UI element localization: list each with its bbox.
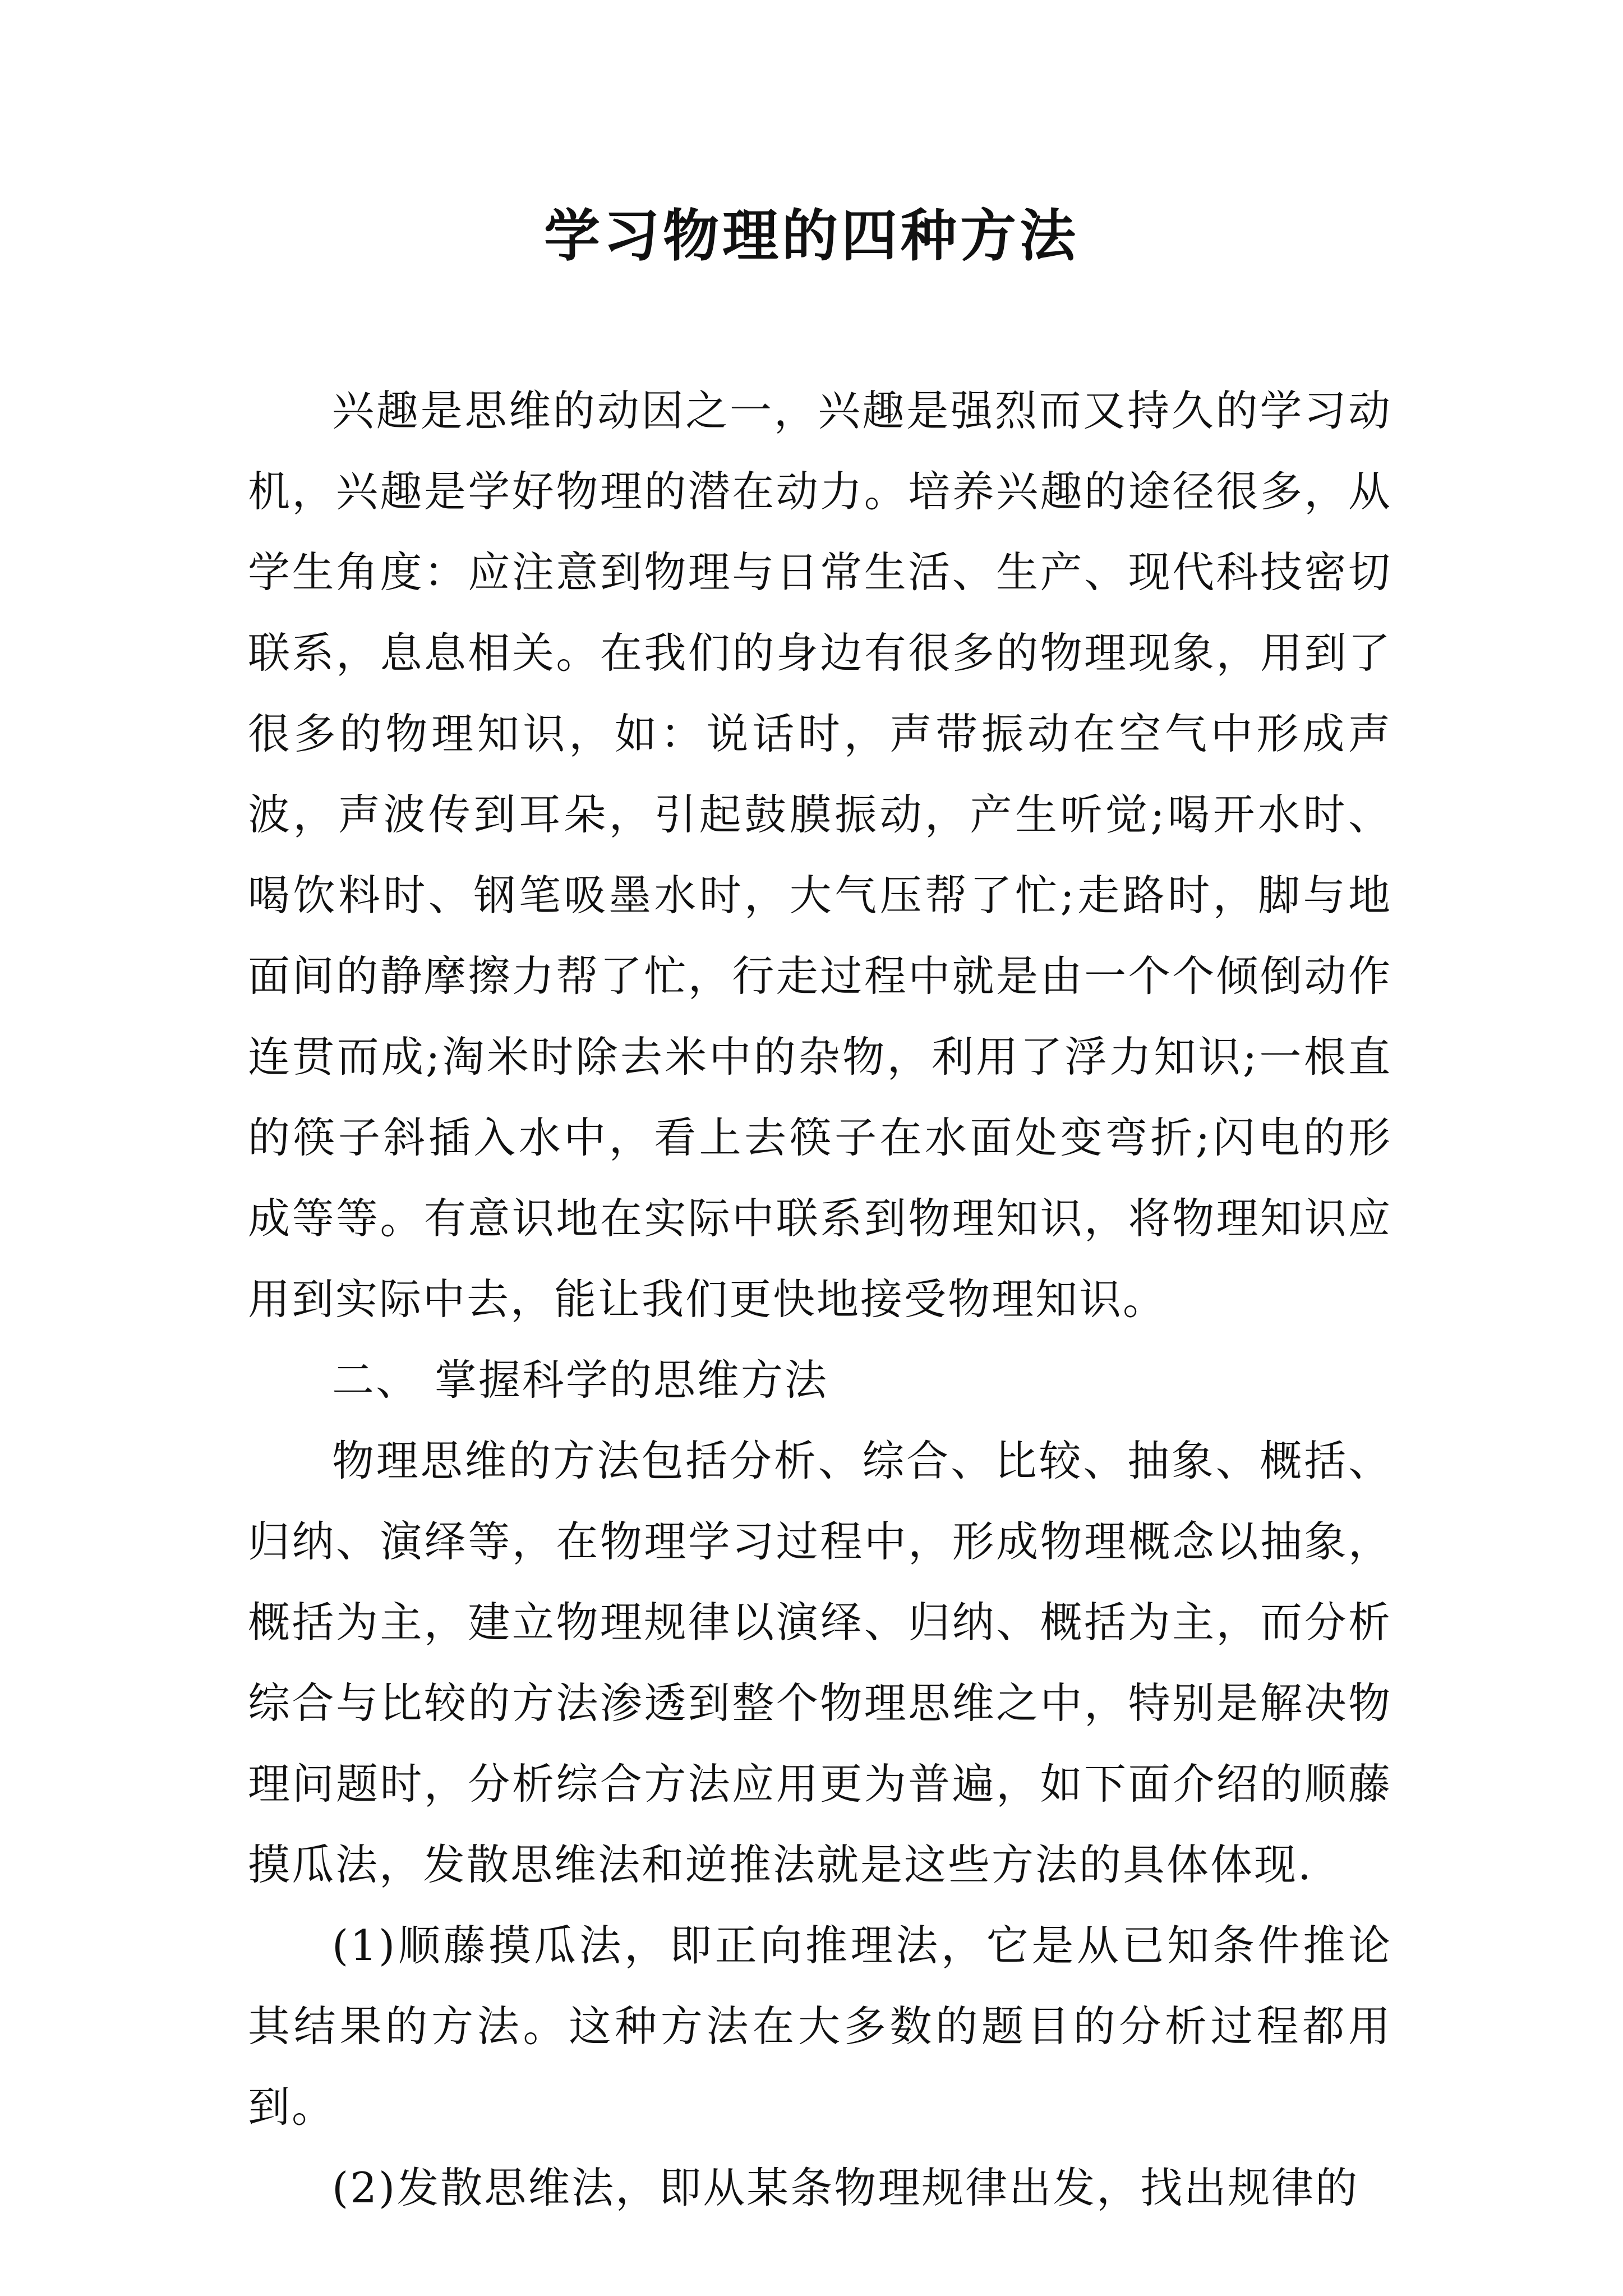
paragraph-thinking-methods: 物理思维的方法包括分析、综合、比较、抽象、概括、归纳、演绎等，在物理学习过程中，形成物理概念以抽象，概括为主，建立物理规律以演绎、归纳、概括为主，而分析综合与比较的方法渗透到整个物理思维之中，特别是解决物理问题时，分析综合方法应用更为普遍，如下面介绍的顺藤摸瓜法，发散思维法和逆推法就是这些方法的具体体现.	[248, 1436, 1392, 1889]
document-title: 学习物理的四种方法	[544, 203, 1079, 269]
paragraph-interest: 兴趣是思维的动因之一，兴趣是强烈而又持久的学习动机，兴趣是学好物理的潜在动力。培养兴趣的途径很多，从学生角度：应注意到物理与日常生活、生产、现代科技密切联系，息息相关。在我们的身边有很多的物理现象，用到了很多的物理知识，如：说话时，声带振动在空气中形成声波，声波传到耳朵，引起鼓膜振动，产生听觉;喝开水时、喝饮料时、钢笔吸墨水时，大气压帮了忙;走路时，脚与地面间的静摩擦力帮了忙，行走过程中就是由一个个倾倒动作连贯而成;淘米时除去米中的杂物，利用了浮力知识;一根直的筷子斜插入水中，看上去筷子在水面处变弯折;闪电的形成等等。有意识地在实际中联系到物理知识，将物理知识应用到实际中去，能让我们更快地接受物理知识。	[248, 386, 1392, 1324]
paragraph-method-1: (1)顺藤摸瓜法，即正向推理法，它是从已知条件推论其结果的方法。这种方法在大多数的题目的分析过程都用到。	[248, 1921, 1392, 2132]
document-body	[248, 370, 1392, 2228]
section-heading-thinking-methods: 二、 掌握科学的思维方法	[332, 1355, 828, 1405]
paragraph-method-2: (2)发散思维法，即从某条物理规律出发，找出规律的	[332, 2163, 1359, 2212]
